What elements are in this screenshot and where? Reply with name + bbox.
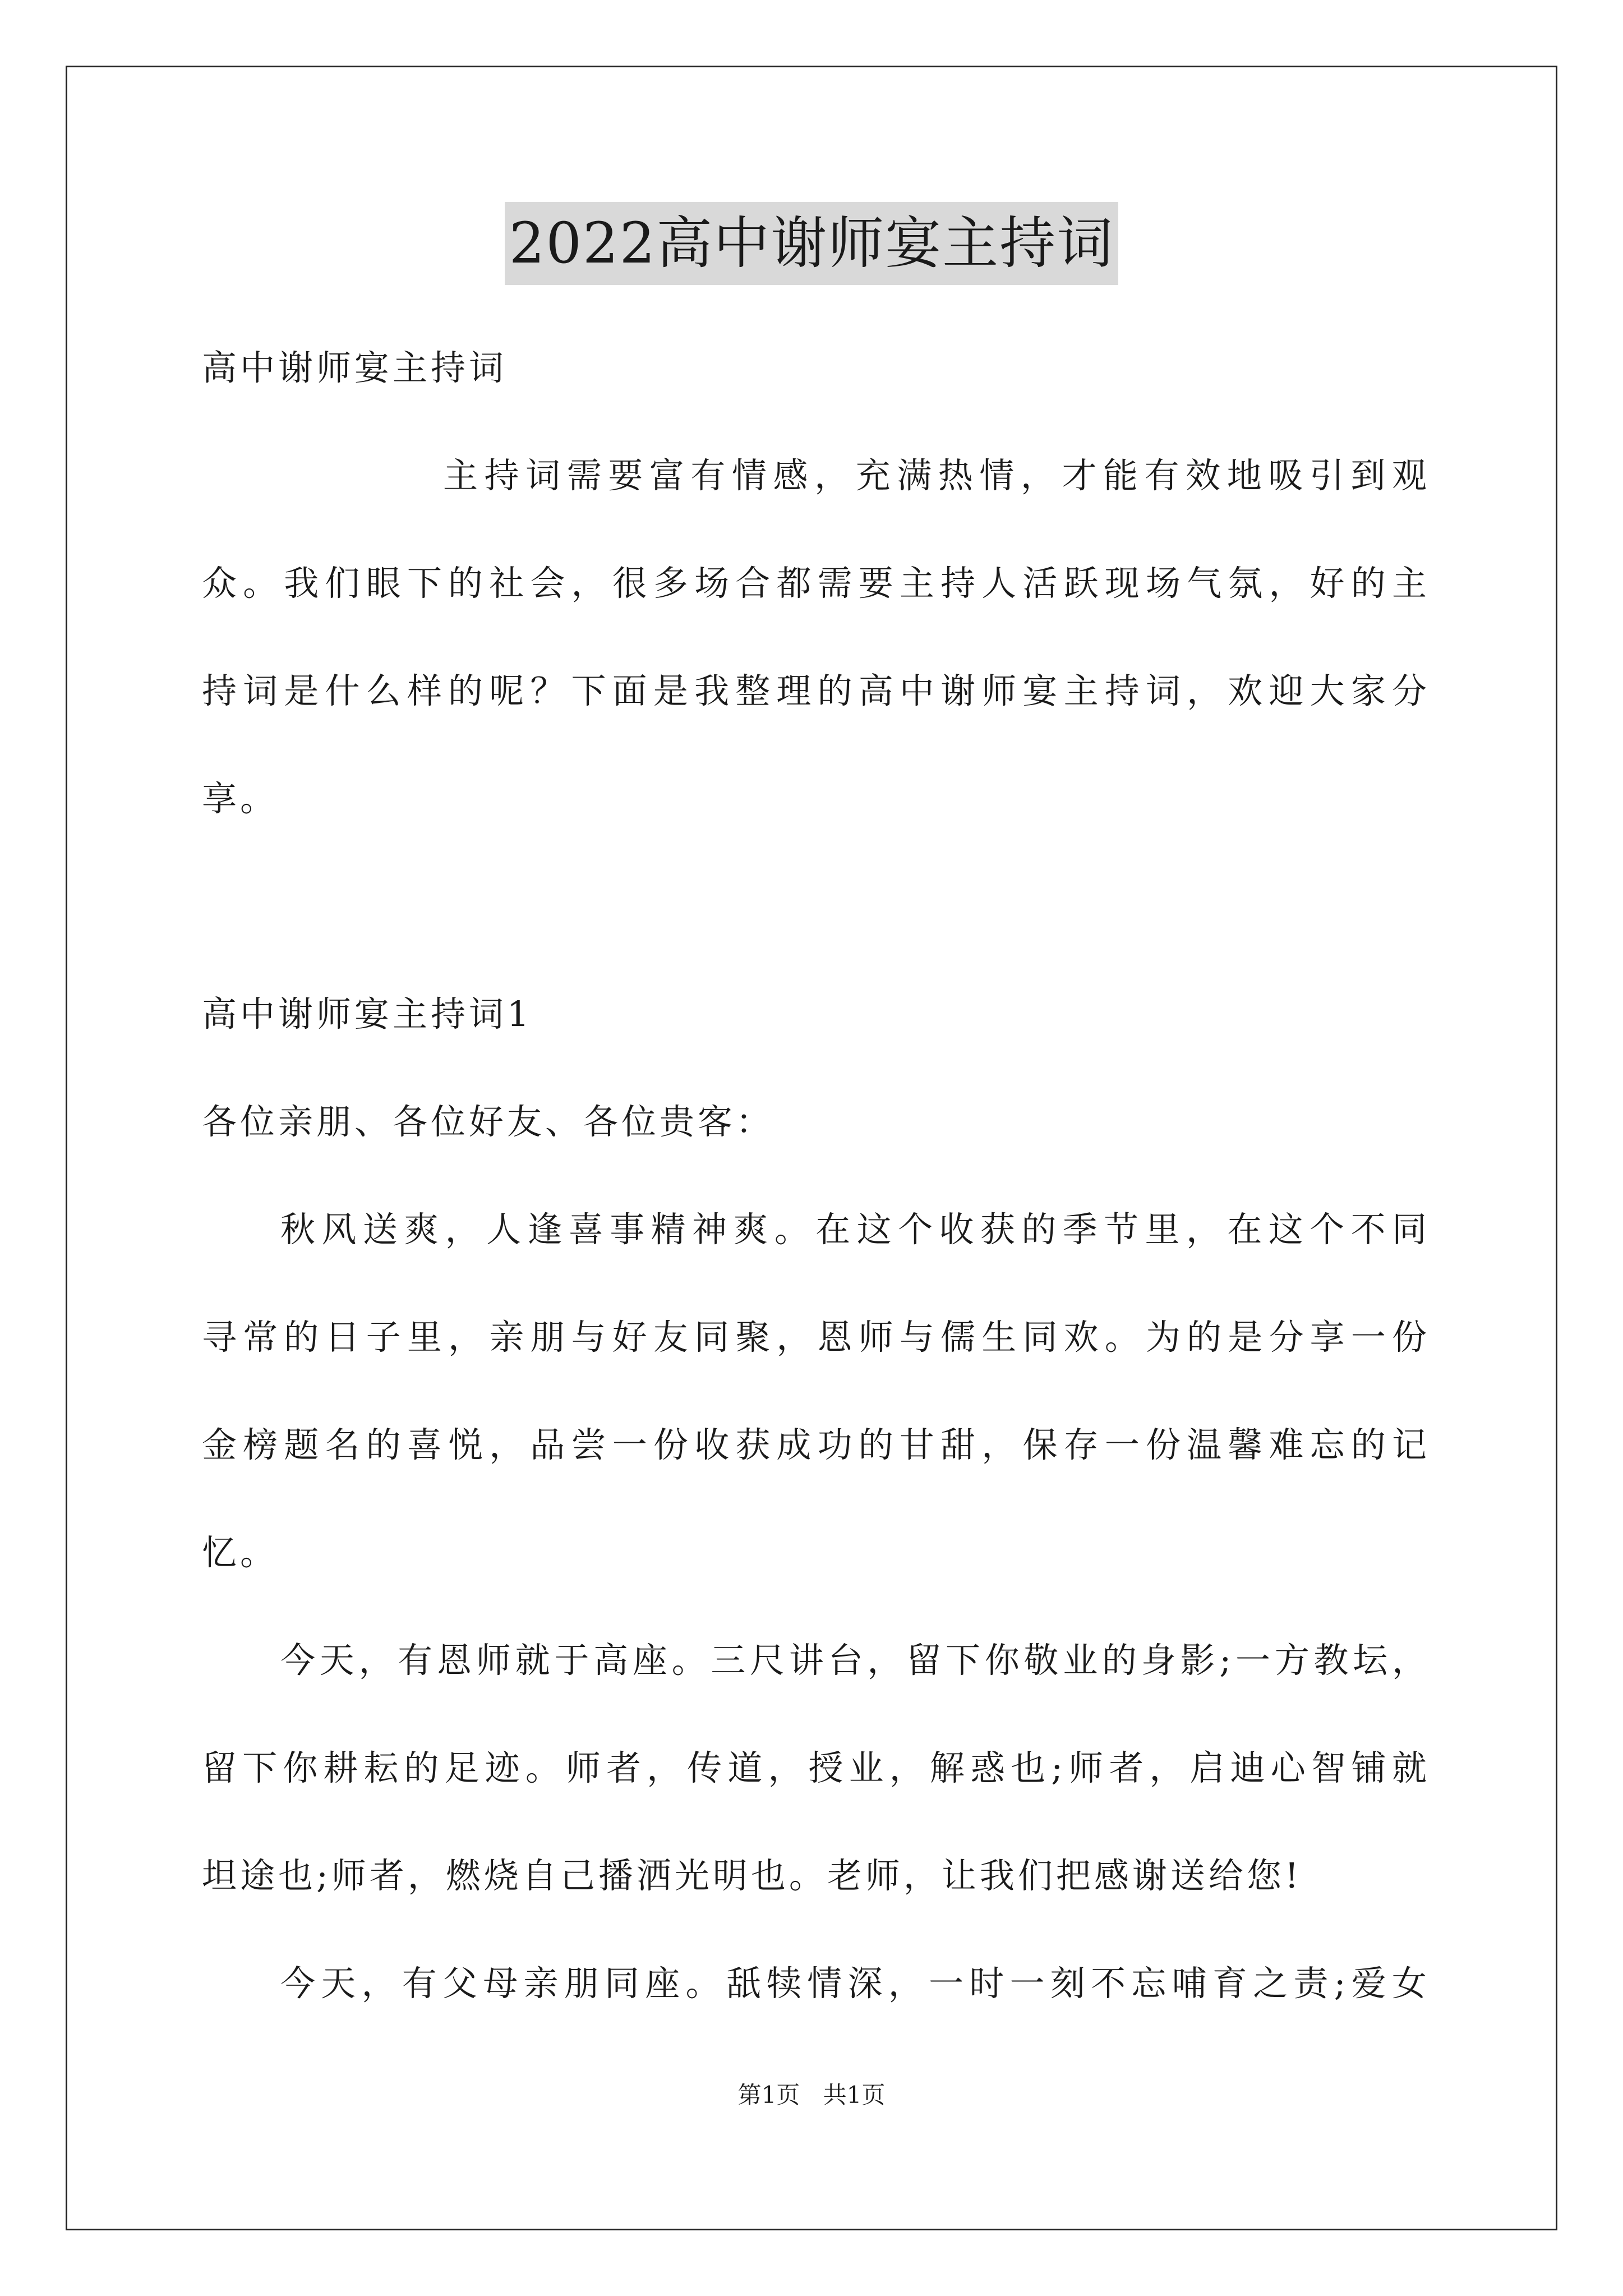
document-subtitle: 高中谢师宴主持词 <box>202 347 508 388</box>
title-container <box>0 202 1623 285</box>
page-total: 共1页 <box>823 2081 886 2109</box>
paragraph-line: 坦途也;师者，燃烧自己播洒光明也。老师，让我们把感谢送给您! <box>202 1855 1302 1896</box>
paragraph-line: 忆。 <box>202 1532 279 1573</box>
intro-line: 享。 <box>202 778 279 819</box>
paragraph-line: 秋风送爽，人逢喜事精神爽。在这个收获的季节里，在这个不同 <box>280 1209 1430 1250</box>
page-number: 第1页 <box>737 2081 800 2109</box>
paragraph-line: 金榜题名的喜悦，品尝一份收获成功的甘甜，保存一份温馨难忘的记 <box>202 1424 1430 1465</box>
paragraph-line: 寻常的日子里，亲朋与好友同聚，恩师与儒生同欢。为的是分享一份 <box>202 1317 1430 1358</box>
greeting-line: 各位亲朋、各位好友、各位贵客： <box>202 1101 774 1142</box>
page-footer <box>0 2078 1623 2112</box>
paragraph-line: 今天，有恩师就于高座。三尺讲台，留下你敬业的身影;一方教坛， <box>280 1640 1430 1681</box>
document-title: 2022高中谢师宴主持词 <box>505 202 1119 285</box>
document-body <box>202 314 1430 2037</box>
paragraph-line: 今天，有父母亲朋同座。舐犊情深，一时一刻不忘哺育之责;爱女 <box>280 1963 1430 2004</box>
paragraph-line: 留下你耕耘的足迹。师者，传道，授业，解惑也;师者，启迪心智铺就 <box>202 1747 1430 1788</box>
section-heading: 高中谢师宴主持词1 <box>202 993 533 1034</box>
blank-line <box>202 853 1430 960</box>
intro-line: 持词是什么样的呢？下面是我整理的高中谢师宴主持词，欢迎大家分 <box>202 670 1430 711</box>
intro-line: 众。我们眼下的社会，很多场合都需要主持人活跃现场气氛，好的主 <box>202 563 1430 604</box>
intro-line: 主持词需要富有情感，充满热情，才能有效地吸引到观 <box>443 455 1430 496</box>
